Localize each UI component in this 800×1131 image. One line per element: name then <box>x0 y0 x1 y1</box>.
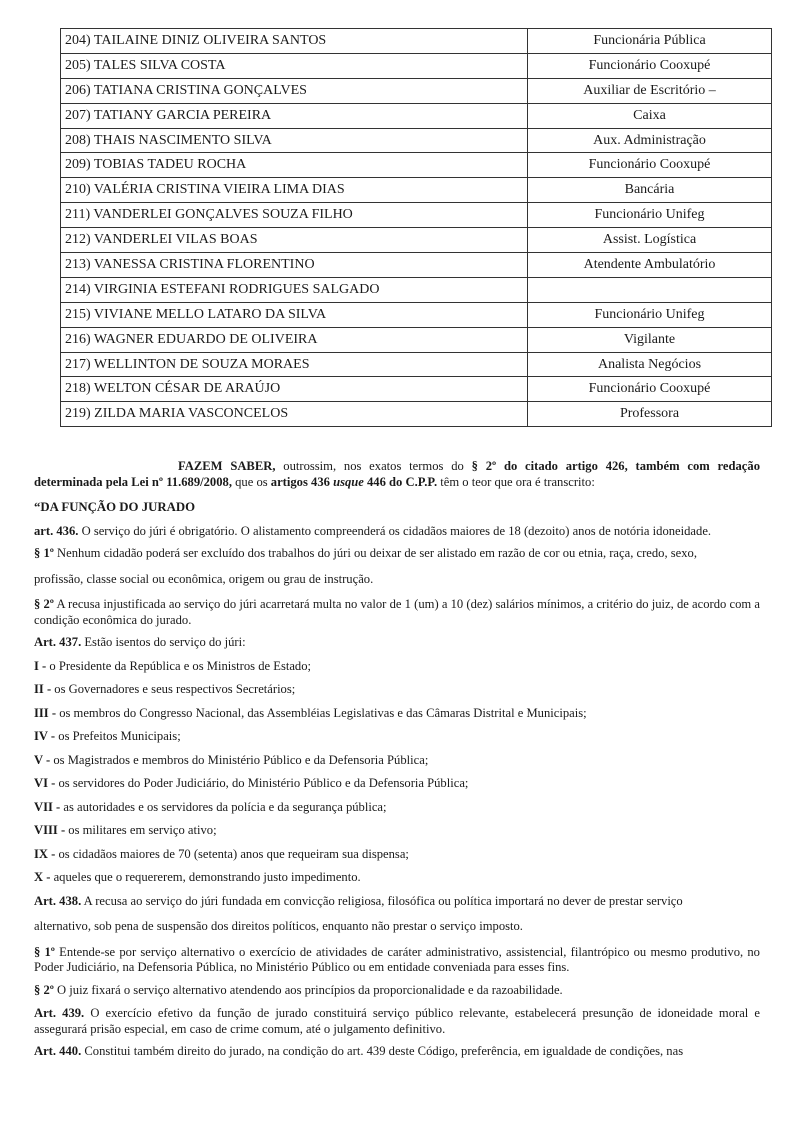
section-heading: “DA FUNÇÃO DO JURADO <box>34 500 196 514</box>
article-lead: I - <box>34 658 47 673</box>
article-paragraph <box>34 572 760 588</box>
article-lead: VI - <box>34 776 56 790</box>
juror-name: 205) TALES SILVA COSTA <box>61 53 528 78</box>
table-row <box>61 53 772 78</box>
article-paragraph <box>34 945 760 976</box>
article-paragraph <box>34 1044 760 1060</box>
juror-occupation: Professora <box>528 402 772 427</box>
article-lead: § 1º <box>34 944 55 959</box>
article-lead: Art. 438. <box>34 893 82 908</box>
article-paragraph <box>34 753 760 769</box>
juror-name: 213) VANESSA CRISTINA FLORENTINO <box>61 253 528 278</box>
article-paragraph <box>34 546 760 562</box>
article-lead: Art. 437. <box>34 635 82 649</box>
juror-name: 212) VANDERLEI VILAS BOAS <box>61 228 528 253</box>
table-row <box>61 178 772 203</box>
article-text: as autoridades e os servidores da polícia e da segurança pública; <box>60 799 387 814</box>
article-text: O exercício efetivo da função de jurado constituirá serviço público relevante, estabelecerá presunção de idoneidade moral e assegurará prisão especial, em caso de crime comum, até o julgamento definitivo. <box>34 1006 760 1036</box>
article-lead: art. 436. <box>34 523 79 538</box>
intro-text-1: outrossim, nos exatos termos do <box>275 459 472 473</box>
juror-occupation: Aux. Administração <box>528 128 772 153</box>
juror-name: 216) WAGNER EDUARDO DE OLIVEIRA <box>61 327 528 352</box>
intro-italic-usque: usque <box>333 474 364 489</box>
article-paragraph <box>34 524 760 540</box>
article-lead: IV - <box>34 729 56 743</box>
juror-name: 208) THAIS NASCIMENTO SILVA <box>61 128 528 153</box>
juror-name: 214) VIRGINIA ESTEFANI RODRIGUES SALGADO <box>61 277 528 302</box>
table-row <box>61 203 772 228</box>
article-lead: Art. 439. <box>34 1006 85 1020</box>
juror-occupation: Auxiliar de Escritório – <box>528 78 772 103</box>
article-lead: Art. 440. <box>34 1044 82 1058</box>
article-text: O serviço do júri é obrigatório. O alistamento compreenderá os cidadãos maiores de 18 (dezoito) anos de notória idoneidade. <box>78 523 712 538</box>
table-row <box>61 327 772 352</box>
article-text: A recusa injustificada ao serviço do júri acarretará multa no valor de 1 (um) a 10 (dez) salários mínimos, a critério do juiz, de acordo com a condição econômica do jurado. <box>34 597 760 627</box>
article-paragraph <box>34 919 760 935</box>
juror-occupation: Vigilante <box>528 327 772 352</box>
intro-text-3: têm o teor que ora é transcrito: <box>437 474 595 489</box>
table-row <box>61 253 772 278</box>
juror-occupation: Funcionário Unifeg <box>528 203 772 228</box>
table-row <box>61 228 772 253</box>
juror-occupation: Atendente Ambulatório <box>528 253 772 278</box>
juror-name: 207) TATIANY GARCIA PEREIRA <box>61 103 528 128</box>
jurors-table <box>60 28 772 427</box>
juror-name: 218) WELTON CÉSAR DE ARAÚJO <box>61 377 528 402</box>
article-paragraph <box>34 800 760 816</box>
intro-bold-2: § 2º do citado artigo 426, também com redação determinada pela Lei nº 11.689/2008, <box>34 459 760 489</box>
juror-occupation <box>528 277 772 302</box>
legal-text <box>34 459 760 1068</box>
table-row <box>61 302 772 327</box>
article-text: os Magistrados e membros do Ministério Público e da Defensoria Pública; <box>50 752 429 767</box>
article-text: alternativo, sob pena de suspensão dos direitos políticos, enquanto não prestar o serviço imposto. <box>34 919 523 933</box>
juror-name: 210) VALÉRIA CRISTINA VIEIRA LIMA DIAS <box>61 178 528 203</box>
juror-name: 209) TOBIAS TADEU ROCHA <box>61 153 528 178</box>
table-row <box>61 103 772 128</box>
article-text: os Governadores e seus respectivos Secretários; <box>51 682 296 696</box>
juror-occupation: Funcionário Cooxupé <box>528 377 772 402</box>
table-row <box>61 377 772 402</box>
juror-occupation: Funcionário Cooxupé <box>528 153 772 178</box>
article-text: o Presidente da República e os Ministros de Estado; <box>46 658 312 673</box>
intro-bold-1: FAZEM SABER, <box>178 459 276 473</box>
article-lead: V - <box>34 752 51 767</box>
article-lead: § 2º <box>34 597 54 611</box>
juror-name: 211) VANDERLEI GONÇALVES SOUZA FILHO <box>61 203 528 228</box>
article-text: O juiz fixará o serviço alternativo atendendo aos princípios da proporcionalidade e da razoabilidade. <box>53 982 563 997</box>
article-text: Nenhum cidadão poderá ser excluído dos trabalhos do júri ou deixar de ser alistado em razão de cor ou etnia, raça, credo, sexo, <box>53 546 697 560</box>
juror-occupation: Funcionário Cooxupé <box>528 53 772 78</box>
article-paragraph <box>34 597 760 628</box>
article-text: A recusa ao serviço do júri fundada em convicção religiosa, filosófica ou política importará no dever de prestar serviço <box>81 893 683 908</box>
table-row <box>61 153 772 178</box>
juror-name: 204) TAILAINE DINIZ OLIVEIRA SANTOS <box>61 29 528 54</box>
juror-name: 206) TATIANA CRISTINA GONÇALVES <box>61 78 528 103</box>
article-paragraph <box>34 776 760 792</box>
table-row <box>61 128 772 153</box>
juror-occupation: Assist. Logística <box>528 228 772 253</box>
intro-paragraph <box>34 459 760 490</box>
table-row <box>61 78 772 103</box>
article-text: Estão isentos do serviço do júri: <box>81 635 246 649</box>
jurors-table-body <box>61 29 772 427</box>
juror-name: 219) ZILDA MARIA VASCONCELOS <box>61 402 528 427</box>
article-paragraph <box>34 847 760 863</box>
juror-occupation: Funcionário Unifeg <box>528 302 772 327</box>
intro-text-2: que os <box>231 474 271 489</box>
article-paragraph <box>34 682 760 698</box>
article-lead: III - <box>34 705 57 720</box>
article-text: os Prefeitos Municipais; <box>55 729 181 743</box>
article-text: Entende-se por serviço alternativo o exercício de atividades de caráter administrativo, assistencial, filantrópico ou mesmo produtivo, no Poder Judiciário, na Defensoria Pública, no Ministério Público ou em entidade conveniada para esses fins. <box>34 944 760 974</box>
article-paragraph <box>34 870 760 886</box>
article-text: os servidores do Poder Judiciário, do Ministério Público e da Defensoria Pública; <box>55 776 469 790</box>
article-paragraph <box>34 729 760 745</box>
juror-name: 215) VIVIANE MELLO LATARO DA SILVA <box>61 302 528 327</box>
table-row <box>61 277 772 302</box>
article-lead: II - <box>34 682 52 696</box>
article-lead: X - <box>34 870 51 884</box>
article-text: os cidadãos maiores de 70 (setenta) anos que requeiram sua dispensa; <box>55 846 409 861</box>
article-paragraph <box>34 894 760 910</box>
article-paragraph <box>34 1006 760 1037</box>
article-text: os militares em serviço ativo; <box>65 823 217 837</box>
juror-occupation: Analista Negócios <box>528 352 772 377</box>
juror-name: 217) WELLINTON DE SOUZA MORAES <box>61 352 528 377</box>
article-paragraph <box>34 659 760 675</box>
table-row <box>61 29 772 54</box>
article-text: aqueles que o requererem, demonstrando justo impedimento. <box>50 870 361 884</box>
article-text: profissão, classe social ou econômica, origem ou grau de instrução. <box>34 571 374 586</box>
articles-list <box>34 524 760 1060</box>
juror-occupation: Caixa <box>528 103 772 128</box>
article-text: Constitui também direito do jurado, na condição do art. 439 deste Código, preferência, em igualdade de condições, nas <box>81 1044 684 1058</box>
article-paragraph <box>34 635 760 651</box>
article-lead: § 1º <box>34 546 54 560</box>
table-row <box>61 402 772 427</box>
article-lead: VIII - <box>34 823 66 837</box>
intro-bold-4: 446 do C.P.P. <box>363 474 438 489</box>
article-lead: § 2º <box>34 982 54 997</box>
intro-bold-3: artigos 436 <box>270 474 334 489</box>
article-paragraph <box>34 706 760 722</box>
article-lead: VII - <box>34 799 61 814</box>
table-row <box>61 352 772 377</box>
article-paragraph <box>34 983 760 999</box>
juror-occupation: Funcionária Pública <box>528 29 772 54</box>
article-paragraph <box>34 823 760 839</box>
juror-occupation: Bancária <box>528 178 772 203</box>
article-lead: IX - <box>34 846 56 861</box>
article-text: os membros do Congresso Nacional, das Assembléias Legislativas e das Câmaras Distrital e Municipais; <box>56 705 587 720</box>
